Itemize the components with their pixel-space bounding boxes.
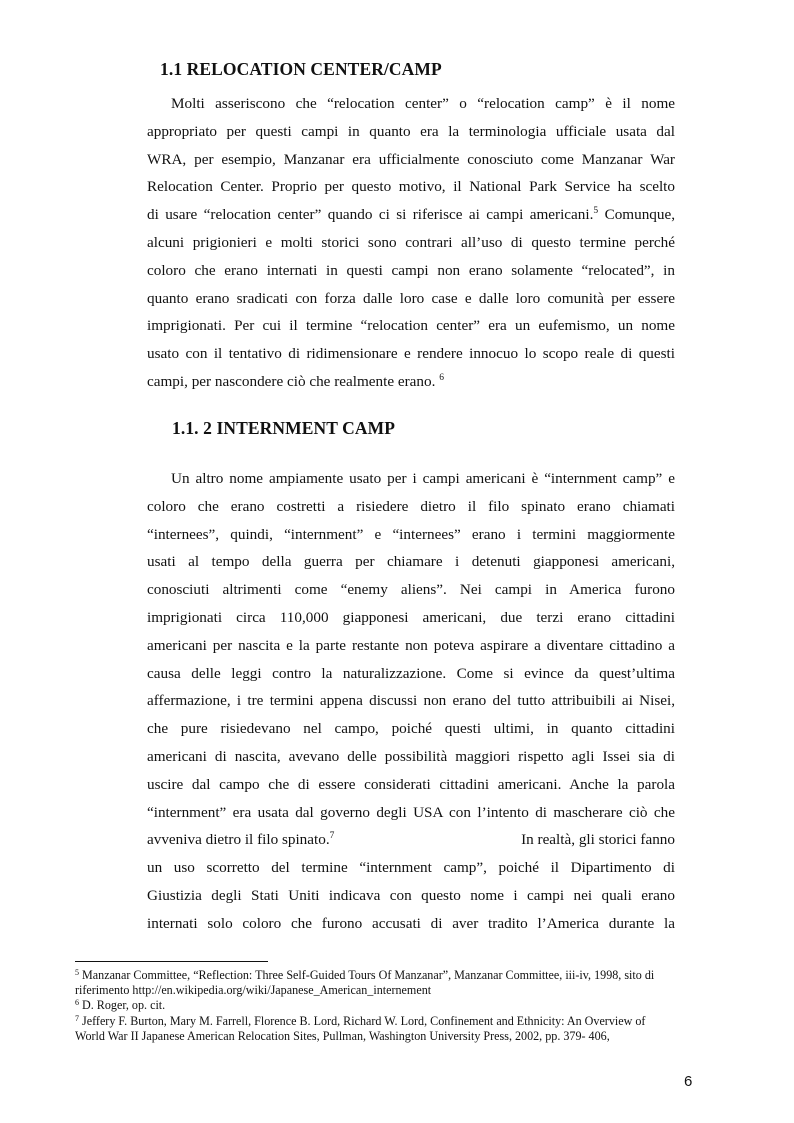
text-line: avveniva dietro il filo spinato.$^7$ In realtà, gli storici fanno — [147, 831, 675, 849]
text-line: Molti asseriscono che “relocation center” o “relocation camp” è il nome — [171, 95, 675, 112]
text-line: WRA, per esempio, Manzanar era ufficialmente conosciuto come Manzanar War — [147, 150, 675, 168]
text-line: americani di nascita, avevano delle possibilità maggiori rispetto agli Issei sia di — [147, 747, 675, 765]
text-line: imprigionati circa 110,000 giapponesi americani, due terzi erano cittadini — [147, 608, 675, 626]
text-line: “internment” era usata dal governo degli USA con l’intento di mascherare ciò che — [147, 803, 675, 821]
text-line: Giustizia degli Stati Uniti indicava con questo nome i campi nei quali erano — [147, 886, 675, 904]
section-heading-relocation-center: 1.1 RELOCATION CENTER/CAMP — [160, 59, 442, 79]
footnote-7-cont: World War II Japanese American Relocation Sites, Pullman, Washington University Press, 2002, pp. 379- 406, — [75, 1028, 610, 1043]
text-line: “internees”, quindi, “internment” e “internees” erano i termini maggiormente — [147, 525, 675, 543]
footnotes — [75, 968, 719, 1044]
section-heading-internment-camp: 1.1. 2 INTERNMENT CAMP — [172, 418, 396, 438]
footnote-divider — [75, 961, 268, 962]
page-number: 6 — [684, 1073, 693, 1090]
text-line: alcuni prigionieri e molti storici sono contrari all’uso di questo termine perché — [147, 233, 675, 251]
text-line: affermazione, i tre termini appena discussi non erano del tutto attribuibili ai Nisei, — [147, 692, 675, 710]
text-line: Un altro nome ampiamente usato per i campi americani è “internment camp” e — [171, 470, 675, 487]
footnote-5: $^5$ Manzanar Committee, “Reflection: Three Self-Guided Tours Of Manzanar”, Manzanar Committee, iii-iv, 1998, sito di — [75, 968, 655, 982]
text-line: di usare “relocation center” quando ci si riferisce ai campi americani.$^5$ Comunque, — [147, 206, 676, 224]
text-line: appropriato per questi campi in quanto era la terminologia ufficiale usata dal — [147, 122, 675, 140]
text-line: usato con il tentativo di ridimensionare e rendere innocuo lo scopo reale di questi — [147, 345, 675, 363]
footnote-ref-5: 5 — [593, 206, 599, 217]
text-line: usati al tempo della guerra per chiamare i detenuti giapponesi americani, — [147, 553, 675, 571]
text-line: coloro che erano costretti a risiedere dietro il filo spinato erano chiamati — [147, 497, 675, 515]
footnote-ref-6: 6 — [439, 372, 444, 383]
paragraph-relocation-center — [147, 90, 675, 396]
text-line: che pure risiedevano nel campo, poiché questi ultimi, in quanto cittadini — [147, 720, 675, 738]
paragraph-internment-camp — [147, 465, 675, 938]
text-line: conosciuti altrimenti come “enemy aliens”. Nei campi in America furono — [147, 581, 675, 599]
text-line: Relocation Center. Proprio per questo motivo, il National Park Service ha scelto — [147, 178, 675, 196]
text-line: causa delle leggi contro la naturalizzazione. Come si evince da quest’ultima — [147, 664, 675, 682]
text-line: imprigionati. Per cui il termine “relocation center” era un eufemismo, un nome — [147, 317, 675, 335]
text-line: internati solo coloro che furono accusati di aver tradito l’America durante la — [147, 914, 675, 932]
text-line: uscire dal campo che di essere considerati cittadini americani. Anche la parola — [147, 775, 675, 793]
footnote-7: $^7$ Jeffery F. Burton, Mary M. Farrell, Florence B. Lord, Richard W. Lord, Confinement and Ethnicity: An Overview of — [75, 1013, 646, 1028]
text-line: campi, per nascondere ciò che realmente erano. $^6$ — [147, 372, 444, 390]
text-line: americani per nascita e la parte restante non poteva aspirare a diventare cittadino a — [147, 636, 675, 654]
text-line: coloro che erano internati in questi campi non erano solamente “relocated”, in — [147, 261, 675, 279]
footnote-ref-7: 7 — [329, 831, 335, 842]
text-line: quanto erano sradicati con forza dalle loro case e dalle loro comunità per essere — [147, 289, 675, 307]
footnote-6: $^6$ D. Roger, op. cit. — [75, 998, 166, 1013]
footnote-5-cont: riferimento http://en.wikipedia.org/wiki/Japanese_American_internement — [75, 983, 432, 998]
text-line: un uso scorretto del termine “internment camp”, poiché il Dipartimento di — [147, 859, 675, 877]
